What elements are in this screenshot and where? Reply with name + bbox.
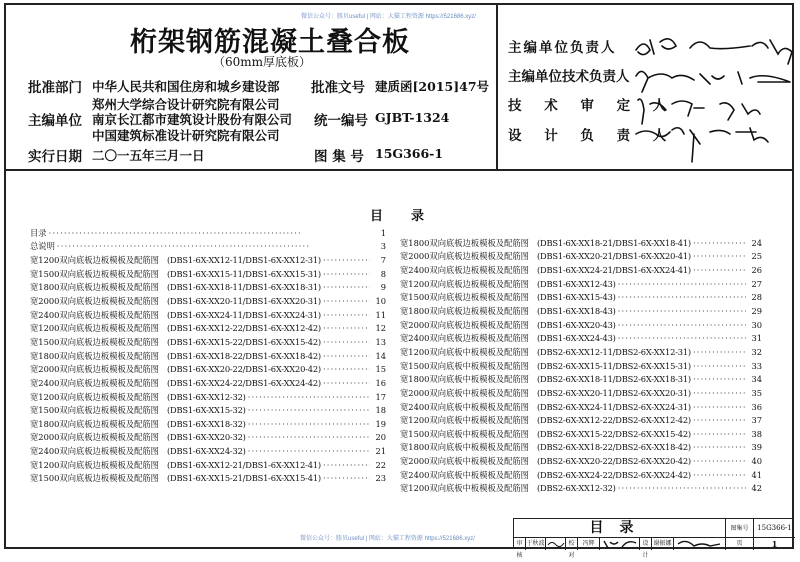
approval-no: 建质函[2015]47号: [375, 79, 490, 94]
atlas-no-label: 图 集 号: [314, 149, 364, 165]
toc-entry-name: 宽1500双向底板边板模板及配筋图: [400, 292, 529, 303]
watermark-bottom: 微信公众号：豚贝useful | 网站：大猫工程资源 https://521686.xyz/: [300, 536, 475, 542]
toc-leader-dots: [618, 292, 746, 302]
toc-entry[interactable]: [400, 304, 762, 318]
toc-entry[interactable]: [400, 359, 762, 373]
toc-entry[interactable]: [400, 372, 762, 386]
responsible-reviewer: 技 术 审 定 人: [508, 98, 676, 114]
toc-entry-page: 35: [751, 387, 762, 398]
toc-entry-code: (DBS1-6X-XX12-32): [166, 391, 246, 402]
toc-leader-dots: [323, 310, 370, 320]
toc-leader-dots: [323, 323, 370, 333]
toc-entry[interactable]: [30, 267, 386, 281]
toc-entry-page: 1: [380, 227, 386, 238]
toc-entry-code: (DBS1-6X-XX12-11/DBS1-6X-XX12-31): [166, 255, 321, 266]
toc-entry[interactable]: [30, 308, 386, 322]
toc-entry[interactable]: [30, 240, 386, 254]
toc-entry-name: 宽1500双向底板边板模板及配筋图: [30, 268, 159, 279]
toc-entry-name: 宽2400双向底板边板模板及配筋图: [400, 333, 529, 344]
toc-entry-name: 宽2000双向底板边板模板及配筋图: [30, 296, 159, 307]
toc-entry[interactable]: [30, 349, 386, 363]
toc-entry-name: 宽1200双向底板边板模板及配筋图: [30, 255, 159, 266]
toc-entry[interactable]: [30, 335, 386, 349]
title-block-atlas-no: 15G366-1: [754, 519, 795, 538]
toc-entry-code: (DBS1-6X-XX15-21/DBS1-6X-XX15-41): [166, 473, 321, 484]
toc-entry-page: 17: [375, 391, 386, 402]
toc-entry-code: (DBS1-6X-XX15-11/DBS1-6X-XX15-31): [166, 268, 321, 279]
responsible-tech-lead: 主编单位技术负责人: [508, 69, 630, 85]
toc-entry-page: 20: [375, 432, 386, 443]
toc-entry-page: 25: [751, 251, 762, 262]
toc-entry[interactable]: [400, 263, 762, 277]
toc-entry-code: (DBS2-6X-XX20-11/DBS2-6X-XX20-31): [536, 387, 691, 398]
watermark-top: 微信公众号：豚贝useful | 网站：大猫工程资源 https://521686.xyz/: [301, 14, 476, 20]
toc-entry[interactable]: [400, 441, 762, 455]
toc-entry[interactable]: [400, 468, 762, 482]
toc-entry-page: 13: [375, 336, 386, 347]
toc-entry[interactable]: [30, 321, 386, 335]
toc-entry-name: 宽2400双向底板边板模板及配筋图: [30, 446, 159, 457]
toc-entry-page: 29: [751, 306, 762, 317]
toc-entry-page: 10: [375, 296, 386, 307]
toc-entry[interactable]: [30, 472, 386, 486]
toc-entry[interactable]: [400, 291, 762, 305]
toc-entry[interactable]: [400, 454, 762, 468]
toc-entry-name: 宽1500双向底板边板模板及配筋图: [30, 405, 159, 416]
toc-entry[interactable]: [30, 281, 386, 295]
toc-leader-dots: [693, 265, 746, 275]
toc-left-column: [30, 226, 386, 485]
toc-entry-page: 39: [751, 442, 762, 453]
toc-leader-dots: [323, 282, 370, 292]
toc-entry[interactable]: [400, 413, 762, 427]
toc-entry-page: 21: [375, 446, 386, 457]
toc-entry-page: 30: [751, 319, 762, 330]
toc-entry-name: 宽2400双向底板边板模板及配筋图: [30, 309, 159, 320]
toc-entry-name: 宽1200双向底板边板模板及配筋图: [30, 391, 159, 402]
toc-entry[interactable]: [400, 277, 762, 291]
toc-entry[interactable]: [30, 253, 386, 267]
toc-leader-dots: [49, 228, 370, 238]
design-label: 设计: [640, 538, 652, 550]
toc-entry-name: 宽2000双向底板边板模板及配筋图: [30, 432, 159, 443]
toc-entry[interactable]: [30, 362, 386, 376]
toc-entry[interactable]: [30, 226, 386, 240]
toc-entry-page: 7: [380, 255, 386, 266]
toc-leader-dots: [693, 347, 746, 357]
editor-3: 中国建筑标准设计研究院有限公司: [92, 128, 280, 143]
toc-entry-code: (DBS1-6X-XX20-22/DBS1-6X-XX20-42): [166, 364, 321, 375]
toc-entry-code: (DBS2-6X-XX15-22/DBS2-6X-XX15-42): [536, 428, 691, 439]
toc-entry-page: 14: [375, 350, 386, 361]
title-block-title: 目录: [514, 519, 726, 538]
toc-entry-page: 33: [751, 360, 762, 371]
toc-entry-name: 宽1800双向底板边板模板及配筋图: [400, 306, 529, 317]
toc-leader-dots: [693, 429, 746, 439]
toc-entry-name: 宽1500双向底板边板模板及配筋图: [30, 473, 159, 484]
toc-leader-dots: [693, 388, 746, 398]
editor-1: 郑州大学综合设计研究院有限公司: [92, 97, 280, 112]
toc-entry[interactable]: [400, 318, 762, 332]
toc-entry[interactable]: [400, 331, 762, 345]
toc-entry-page: 38: [751, 428, 762, 439]
toc-entry-name: 宽2400双向底板边板模板及配筋图: [400, 265, 529, 276]
toc-entry-code: (DBS1-6X-XX15-22/DBS1-6X-XX15-42): [166, 336, 321, 347]
toc-entry[interactable]: [30, 458, 386, 472]
toc-right-column: [400, 236, 762, 495]
toc-leader-dots: [323, 255, 370, 265]
toc-leader-dots: [57, 241, 370, 251]
effective-date: 二〇一五年三月一日: [92, 148, 205, 163]
toc-leader-dots: [323, 460, 370, 470]
toc-entry-page: 24: [751, 237, 762, 248]
toc-entry-page: 32: [751, 346, 762, 357]
toc-entry-page: 31: [751, 333, 762, 344]
toc-entry-page: 22: [375, 459, 386, 470]
unified-no-label: 统一编号: [314, 113, 368, 129]
approval-no-label: 批准文号: [311, 80, 365, 96]
toc-entry-page: 42: [751, 483, 762, 494]
toc-entry-code: (DBS2-6X-XX18-11/DBS2-6X-XX18-31): [536, 374, 691, 385]
toc-entry-code: (DBS2-6X-XX18-22/DBS2-6X-XX18-42): [536, 442, 691, 453]
toc-leader-dots: [693, 238, 746, 248]
toc-leader-dots: [618, 306, 746, 316]
designer-name: 谢振娜: [652, 538, 674, 550]
toc-entry[interactable]: [400, 236, 762, 250]
toc-entry-code: (DBS2-6X-XX15-11/DBS2-6X-XX15-31): [536, 360, 691, 371]
date-label: 实行日期: [28, 149, 82, 165]
toc-entry[interactable]: [400, 482, 762, 496]
toc-leader-dots: [693, 361, 746, 371]
toc-entry-code: (DBS1-6X-XX12-22/DBS1-6X-XX12-42): [166, 323, 321, 334]
toc-entry-code: (DBS2-6X-XX20-22/DBS2-6X-XX20-42): [536, 456, 691, 467]
toc-leader-dots: [693, 442, 746, 452]
atlas-no: 15G366-1: [375, 146, 444, 161]
toc-entry-code: (DBS1-6X-XX20-43): [536, 319, 616, 330]
toc-leader-dots: [618, 320, 746, 330]
toc-entry-page: 8: [380, 268, 386, 279]
toc-leader-dots: [323, 378, 370, 388]
responsible-chief-editor: 主编单位负责人: [508, 40, 617, 56]
toc-leader-dots: [693, 470, 746, 480]
toc-entry-name: 宽2400双向底板中板模板及配筋图: [400, 401, 529, 412]
toc-entry-name: 宽1200双向底板边板模板及配筋图: [400, 278, 529, 289]
toc-entry-name: 宽1200双向底板边板模板及配筋图: [30, 323, 159, 334]
toc-entry-name: 宽1500双向底板中板模板及配筋图: [400, 360, 529, 371]
toc-entry-name: 宽2000双向底板中板模板及配筋图: [400, 387, 529, 398]
toc-leader-dots: [693, 402, 746, 412]
toc-entry-page: 40: [751, 456, 762, 467]
toc-entry-page: 15: [375, 364, 386, 375]
toc-entry-code: (DBS1-6X-XX20-11/DBS1-6X-XX20-31): [166, 296, 321, 307]
toc-entry-name: 宽1800双向底板边板模板及配筋图: [400, 237, 529, 248]
toc-entry-page: 18: [375, 405, 386, 416]
handwritten-signatures: [0, 0, 800, 200]
toc-entry-page: 26: [751, 265, 762, 276]
toc-entry-code: (DBS1-6X-XX12-21/DBS1-6X-XX12-41): [166, 459, 321, 470]
toc-entry-name: 宽1200双向底板中板模板及配筋图: [400, 483, 529, 494]
toc-entry-code: (DBS2-6X-XX24-22/DBS2-6X-XX24-42): [536, 469, 691, 480]
toc-entry-page: 36: [751, 401, 762, 412]
toc-entry-code: (DBS1-6X-XX15-32): [166, 405, 246, 416]
page-number: 1: [771, 539, 778, 549]
toc-entry[interactable]: [400, 427, 762, 441]
toc-entry-code: (DBS1-6X-XX18-11/DBS1-6X-XX18-31): [166, 282, 321, 293]
toc-entry-page: 37: [751, 415, 762, 426]
toc-entry-name: 宽1200双向底板边板模板及配筋图: [30, 459, 159, 470]
toc-entry-name: 宽1200双向底板中板模板及配筋图: [400, 346, 529, 357]
toc-entry[interactable]: [30, 431, 386, 445]
toc-entry-name: 宽2000双向底板边板模板及配筋图: [400, 319, 529, 330]
atlas-label: 图集号: [726, 519, 754, 538]
document-title: 桁架钢筋混凝土叠合板: [130, 27, 410, 58]
toc-entry-code: (DBS1-6X-XX18-43): [536, 306, 616, 317]
toc-entry-code: (DBS2-6X-XX24-11/DBS2-6X-XX24-31): [536, 401, 691, 412]
editor-2: 南京长江都市建筑设计股份有限公司: [92, 112, 293, 127]
toc-leader-dots: [323, 337, 370, 347]
toc-entry-name: 宽1800双向底板边板模板及配筋图: [30, 282, 159, 293]
toc-entry-code: (DBS1-6X-XX20-21/DBS1-6X-XX20-41): [536, 251, 691, 262]
toc-leader-dots: [323, 296, 370, 306]
toc-entry-code: (DBS1-6X-XX18-32): [166, 418, 246, 429]
toc-entry-page: 23: [375, 473, 386, 484]
toc-entry-page: 34: [751, 374, 762, 385]
toc-entry[interactable]: [30, 294, 386, 308]
toc-entry-name: 目录: [30, 227, 47, 238]
toc-entry-code: (DBS2-6X-XX12-11/DBS2-6X-XX12-31): [536, 346, 691, 357]
toc-leader-dots: [693, 374, 746, 384]
toc-entry-name: 宽1800双向底板边板模板及配筋图: [30, 418, 159, 429]
toc-leader-dots: [248, 405, 370, 415]
toc-entry[interactable]: [400, 386, 762, 400]
toc-leader-dots: [248, 446, 370, 456]
toc-entry[interactable]: [30, 376, 386, 390]
toc-entry-page: 9: [380, 282, 386, 293]
page-label: 页: [726, 538, 754, 550]
toc-leader-dots: [618, 279, 746, 289]
designer-signature: [674, 538, 726, 550]
toc-entry[interactable]: [30, 417, 386, 431]
toc-leader-dots: [323, 269, 370, 279]
unified-no: GJBT-1324: [375, 110, 450, 125]
checker-signature: [600, 538, 640, 550]
toc-leader-dots: [693, 456, 746, 466]
toc-entry-page: 11: [375, 309, 386, 320]
reviewer-name: 于秋波: [526, 538, 546, 550]
toc-entry-name: 总说明: [30, 241, 55, 252]
toc-entry-page: 16: [375, 377, 386, 388]
toc-entry-code: (DBS1-6X-XX24-11/DBS1-6X-XX24-31): [166, 309, 321, 320]
approval-dept-label: 批准部门: [28, 80, 82, 96]
toc-entry-code: (DBS1-6X-XX12-43): [536, 278, 616, 289]
toc-leader-dots: [248, 432, 370, 442]
toc-entry[interactable]: [400, 400, 762, 414]
toc-entry-name: 宽1800双向底板中板模板及配筋图: [400, 442, 529, 453]
toc-leader-dots: [618, 483, 746, 493]
document-subtitle: （60mm厚底板）: [213, 55, 312, 69]
toc-entry-code: (DBS2-6X-XX12-32): [536, 483, 616, 494]
toc-entry-page: 27: [751, 278, 762, 289]
toc-leader-dots: [323, 473, 370, 483]
toc-entry-name: 宽2400双向底板边板模板及配筋图: [30, 377, 159, 388]
toc-entry-name: 宽2400双向底板中板模板及配筋图: [400, 469, 529, 480]
toc-entry[interactable]: [30, 390, 386, 404]
editor-label: 主编单位: [28, 113, 82, 129]
toc-leader-dots: [323, 351, 370, 361]
toc-entry-code: (DBS1-6X-XX18-22/DBS1-6X-XX18-42): [166, 350, 321, 361]
toc-leader-dots: [618, 333, 746, 343]
toc-entry[interactable]: [30, 403, 386, 417]
toc-entry-code: (DBS1-6X-XX15-43): [536, 292, 616, 303]
toc-leader-dots: [693, 251, 746, 261]
toc-leader-dots: [323, 364, 370, 374]
toc-leader-dots: [693, 415, 746, 425]
check-label: 校对: [566, 538, 578, 550]
toc-entry[interactable]: [30, 444, 386, 458]
reviewer-signature: [546, 538, 566, 550]
toc-entry-code: (DBS1-6X-XX20-32): [166, 432, 246, 443]
toc-entry-page: 12: [375, 323, 386, 334]
toc-entry[interactable]: [400, 250, 762, 264]
toc-leader-dots: [248, 392, 370, 402]
toc-entry-code: (DBS1-6X-XX24-32): [166, 446, 246, 457]
toc-entry-page: 19: [375, 418, 386, 429]
toc-entry-name: 宽2000双向底板中板模板及配筋图: [400, 456, 529, 467]
toc-entry-page: 3: [380, 241, 386, 252]
toc-entry-code: (DBS1-6X-XX24-22/DBS1-6X-XX24-42): [166, 377, 321, 388]
responsible-designer: 设 计 负 责 人: [508, 128, 676, 144]
toc-entry-name: 宽1800双向底板中板模板及配筋图: [400, 374, 529, 385]
title-block: [513, 518, 794, 559]
toc-entry-page: 28: [751, 292, 762, 303]
toc-entry-name: 宽1500双向底板中板模板及配筋图: [400, 428, 529, 439]
toc-entry-name: 宽2000双向底板边板模板及配筋图: [30, 364, 159, 375]
toc-entry-code: (DBS2-6X-XX12-22/DBS2-6X-XX12-42): [536, 415, 691, 426]
review-label: 审核: [514, 538, 526, 550]
approval-dept: 中华人民共和国住房和城乡建设部: [92, 79, 280, 94]
toc-entry-name: 宽1800双向底板边板模板及配筋图: [30, 350, 159, 361]
toc-leader-dots: [248, 419, 370, 429]
toc-entry-name: 宽1500双向底板边板模板及配筋图: [30, 336, 159, 347]
toc-entry-code: (DBS1-6X-XX24-21/DBS1-6X-XX24-41): [536, 265, 691, 276]
toc-entry-name: 宽2000双向底板边板模板及配筋图: [400, 251, 529, 262]
toc-entry-code: (DBS1-6X-XX18-21/DBS1-6X-XX18-41): [536, 237, 691, 248]
toc-heading: 目录: [370, 209, 453, 224]
toc-entry-name: 宽1200双向底板中板模板及配筋图: [400, 415, 529, 426]
toc-entry[interactable]: [400, 345, 762, 359]
checker-name: 冯辉: [578, 538, 600, 550]
toc-entry-code: (DBS1-6X-XX24-43): [536, 333, 616, 344]
toc-entry-page: 41: [751, 469, 762, 480]
